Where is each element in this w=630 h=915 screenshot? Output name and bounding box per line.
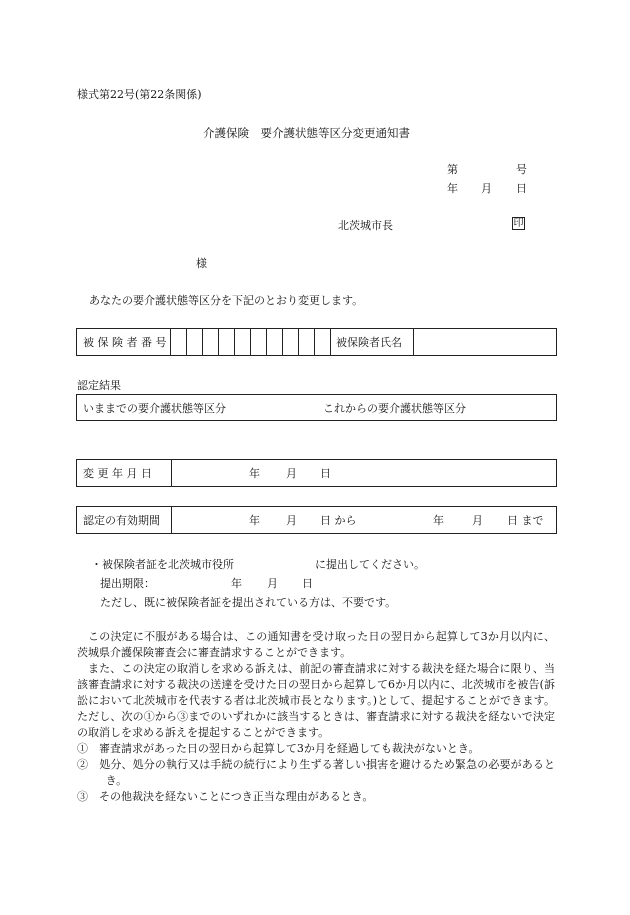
result-after: これからの要介護状態等区分 bbox=[323, 401, 466, 415]
notice-line3: ただし、既に被保険者証を提出されている方は、不要です。 bbox=[100, 596, 397, 609]
validity-month-from: 月 bbox=[286, 514, 297, 527]
insured-row bbox=[76, 328, 557, 356]
validity-year-from: 年 bbox=[249, 514, 260, 527]
legal-paragraph-1: この決定に不服がある場合は、この通知書を受け取った日の翌日から起算して3か月以内に、茨城県介護保険審査会に審査請求することができます。 bbox=[77, 630, 555, 659]
issuer-name: 北茨城市長 bbox=[338, 219, 393, 232]
change-date-month: 月 bbox=[286, 467, 297, 480]
notice-line1a: ・被保険者証を北茨城市役所 bbox=[91, 558, 234, 571]
change-date-label: 変 更 年 月 日 bbox=[83, 467, 152, 480]
insured-name-label: 被保険者氏名 bbox=[336, 336, 402, 349]
addressee-suffix: 様 bbox=[196, 257, 207, 270]
change-date-year: 年 bbox=[249, 467, 260, 480]
notice-line1b: に提出してください。 bbox=[315, 558, 425, 571]
insured-number-label: 被 保 険 者 番 号 bbox=[83, 336, 167, 349]
change-date-day: 日 bbox=[320, 467, 331, 480]
validity-row bbox=[76, 506, 557, 534]
legal-item-2: ② 処分、処分の執行又は手続の続行により生ずる著しい損害を避けるため緊急の必要があるとき。 bbox=[77, 758, 555, 787]
deadline-label: 提出期限： bbox=[100, 577, 155, 590]
change-date-row bbox=[76, 459, 557, 487]
legal-item-1: ① 審査請求があった日の翌日から起算して3か月を経過しても裁決がないとき。 bbox=[77, 742, 480, 755]
doc-no-prefix: 第 bbox=[447, 163, 458, 176]
form-number: 様式第22号(第22条関係) bbox=[77, 88, 202, 101]
legal-notice bbox=[77, 629, 555, 805]
legal-paragraph-2: また、この決定の取消しを求める訴えは、前記の審査請求に対する裁決を経た場合に限り、当該審査請求に対する裁決の送達を受けた日の翌日から起算して6か月以内に、北茨城市を被告(訴訟において北茨城市を代表する者は北茨城市長となります。)として、提起することができます。ただし、次の①から③までのいずれかに該当するときは、審査請求に対する裁決を経ないで決定の取消しを求める訴えを提起することができます。 bbox=[77, 662, 555, 739]
deadline-year: 年 bbox=[231, 577, 242, 590]
validity-label: 認定の有効期間 bbox=[83, 514, 160, 527]
validity-year-until: 年 bbox=[433, 514, 444, 527]
result-before: いままでの要介護状態等区分 bbox=[83, 401, 226, 415]
result-label: 認定結果 bbox=[77, 379, 121, 392]
deadline-day: 日 bbox=[302, 577, 313, 590]
intro-text: あなたの要介護状態等区分を下記のとおり変更します。 bbox=[89, 294, 364, 307]
document-title: 介護保険 要介護状態等区分変更通知書 bbox=[203, 126, 410, 140]
date-day: 日 bbox=[516, 182, 527, 195]
validity-day-from: 日 から bbox=[320, 514, 357, 527]
doc-no-suffix: 号 bbox=[516, 163, 527, 176]
validity-month-until: 月 bbox=[472, 514, 483, 527]
date-month: 月 bbox=[481, 182, 492, 195]
deadline-month: 月 bbox=[267, 577, 278, 590]
legal-item-3: ③ その他裁決を経ないことにつき正当な理由があるとき。 bbox=[77, 790, 374, 803]
date-year: 年 bbox=[447, 182, 458, 195]
result-row bbox=[76, 394, 557, 421]
seal-mark: 印 bbox=[513, 217, 524, 229]
validity-day-until: 日 まで bbox=[507, 514, 544, 527]
